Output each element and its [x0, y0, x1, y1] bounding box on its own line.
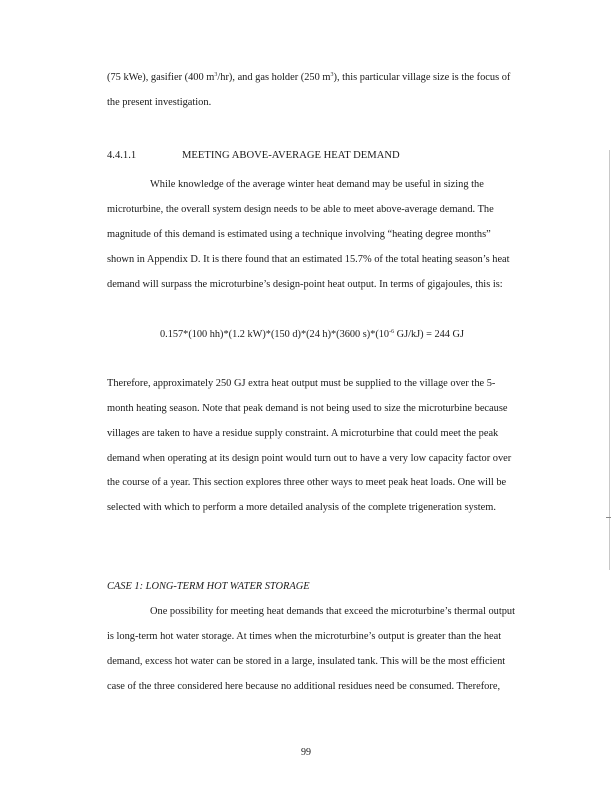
page-number: 99: [301, 747, 311, 758]
equation: 0.157*(100 hh)*(1.2 kW)*(150 d)*(24 h)*(3600 $s)*(10^{-6}$ GJ/kJ) = 244 GJ: [160, 329, 464, 340]
para1-line: While knowledge of the average winter heat demand may be useful in sizing the: [150, 179, 484, 190]
para3-line: case of the three considered here because no additional residues need be consumed. Therefore,: [107, 681, 501, 692]
para2-line: month heating season. Note that peak demand is not being used to size the microturbine because: [107, 403, 508, 414]
para2-line: villages are taken to have a residue supply constraint. A microturbine that could meet the peak: [107, 428, 499, 439]
case-heading: CASE 1: LONG-TERM HOT WATER STORAGE: [107, 581, 310, 592]
para2-line: the course of a year. This section explores three other ways to meet peak heat loads. One will be: [107, 477, 507, 488]
para1-line: shown in Appendix D. It is there found that an estimated 15.7% of the total heating season’s heat: [107, 254, 510, 265]
section-number: 4.4.1.1: [107, 150, 137, 161]
intro-line-1: (75 kWe), gasifier (400 $m^3/hr$), and gas holder (250 $m^3$), this particular village size is the focus of: [107, 72, 511, 83]
para2-line: selected with which to perform a more detailed analysis of the complete trigeneration system.: [107, 502, 496, 513]
scan-edge-mark: [606, 517, 611, 518]
section-heading: [107, 149, 400, 162]
scan-edge-line: [609, 150, 610, 570]
para1-line: microturbine, the overall system design needs to be able to meet above-average demand. The: [107, 204, 494, 215]
para3-line: demand, excess hot water can be stored in a large, insulated tank. This will be the most efficient: [107, 656, 506, 667]
para3-line: is long-term hot water storage. At times when the microturbine’s output is greater than the heat: [107, 631, 502, 642]
para2-line: Therefore, approximately 250 GJ extra heat output must be supplied to the village over the 5-: [107, 378, 496, 389]
para3-line: One possibility for meeting heat demands that exceed the microturbine’s thermal output: [150, 606, 516, 617]
intro-line-2: the present investigation.: [107, 97, 212, 108]
para1-line: magnitude of this demand is estimated using a technique involving “heating degree months”: [107, 229, 491, 240]
para2-line: demand when operating at its design point would turn out to have a very low capacity factor over: [107, 453, 512, 464]
para1-line: demand will surpass the microturbine’s design-point heat output. In terms of gigajoules, this is:: [107, 279, 503, 290]
section-title: MEETING ABOVE-AVERAGE HEAT DEMAND: [182, 150, 400, 161]
